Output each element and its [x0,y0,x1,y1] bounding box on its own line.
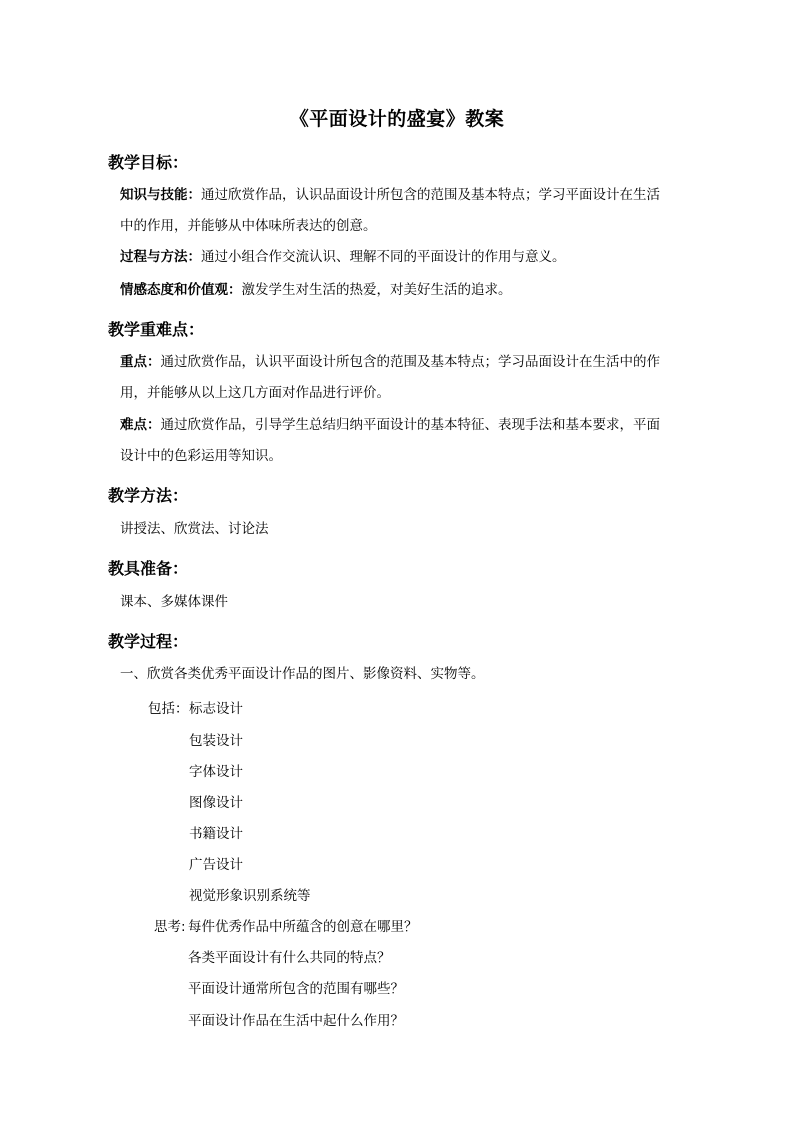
include-item: 包装设计 [189,733,243,749]
think-item: 平面设计通常所包含的范围有哪些？ [188,981,404,997]
process-heading: 教学过程： [108,632,189,651]
include-item: 视觉形象识别系统等 [189,888,311,904]
attitude-label: 情感态度和价值观： [120,282,242,298]
include-item: 标志设计 [189,701,243,717]
knowledge-text: 通过欣赏作品，认识品面设计所包含的范围及基本特点；学习平面设计在生活 [201,187,660,203]
include-item: 字体设计 [189,764,243,780]
methods-text: 讲授法、欣赏法、讨论法 [120,521,269,537]
page-title: 《平面设计的盛宴》教案 [289,108,505,130]
difficulty-label: 难点： [120,417,161,433]
process-text: 通过小组合作交流认识、理解不同的平面设计的作用与意义。 [201,249,566,265]
methods-heading: 教学方法： [108,486,189,505]
focus-paragraph-line1 [120,354,660,371]
attitude-paragraph [120,282,512,299]
include-item: 图像设计 [189,795,243,811]
difficulty-text: 通过欣赏作品，引导学生总结归纳平面设计的基本特征、表现手法和基本要求，平面 [160,417,660,433]
process-label: 过程与方法： [120,249,201,265]
think-item: 每件优秀作品中所蕴含的创意在哪里？ [188,919,418,935]
include-item: 书籍设计 [189,826,243,842]
focus-label: 重点： [120,354,161,370]
knowledge-label: 知识与技能： [120,187,201,203]
think-item: 平面设计作品在生活中起什么作用？ [188,1013,404,1029]
key-points-heading: 教学重难点： [108,320,205,339]
process-step1: 一、欣赏各类优秀平面设计作品的图片、影像资料、实物等。 [120,666,485,682]
materials-heading: 教具准备： [108,559,189,578]
focus-paragraph-line2: 用，并能够从以上这几方面对作品进行评价。 [120,385,390,401]
knowledge-paragraph-line1 [120,187,660,204]
process-paragraph [120,249,566,266]
knowledge-paragraph-line2: 中的作用，并能够从中体味所表达的创意。 [120,218,377,234]
difficulty-paragraph-line2: 设计中的色彩运用等知识。 [120,448,282,464]
include-label: 包括： [148,701,189,717]
difficulty-paragraph-line1 [120,417,660,434]
think-label: 思考: [154,919,186,935]
think-item: 各类平面设计有什么共同的特点？ [188,950,391,966]
materials-text: 课本、多媒体课件 [120,594,228,610]
attitude-text: 激发学生对生活的热爱，对美好生活的追求。 [241,282,512,298]
include-item: 广告设计 [189,857,243,873]
objectives-heading: 教学目标： [108,153,189,172]
focus-text: 通过欣赏作品，认识平面设计所包含的范围及基本特点；学习品面设计在生活中的作 [160,354,660,370]
